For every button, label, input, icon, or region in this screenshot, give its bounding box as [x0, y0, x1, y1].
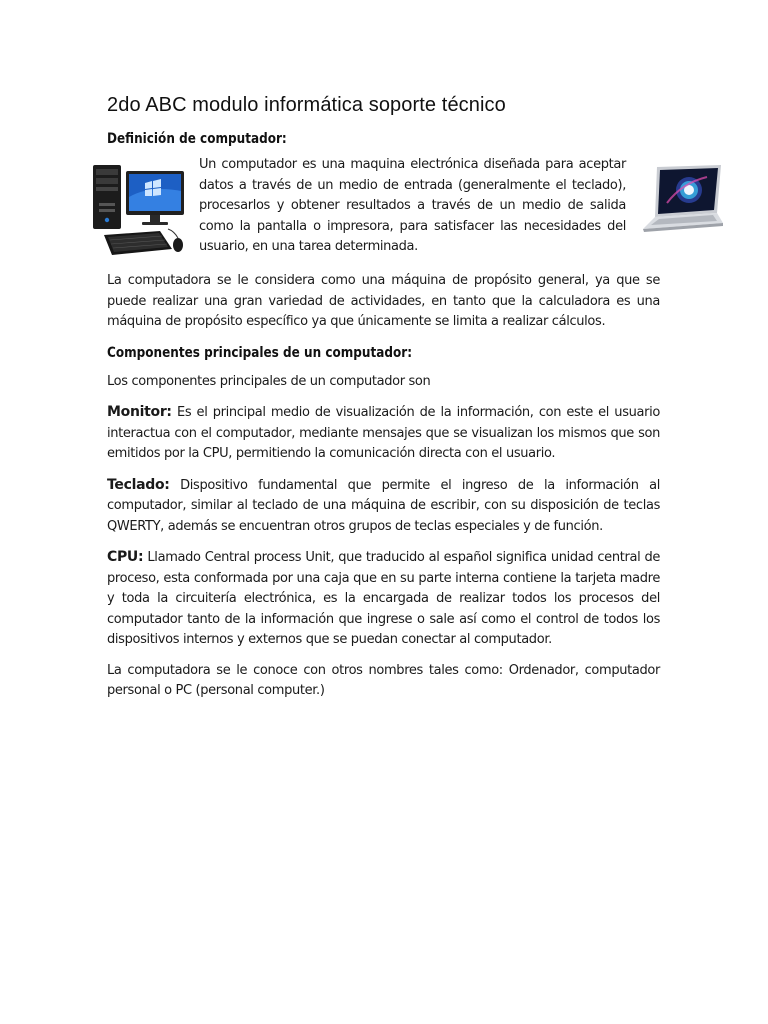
definition-cpu: Llamado Central process Unit, que traducido al español significa unidad central de proceso, esta conformada por una caja que en su parte interna contiene la tarjeta madre y toda la circuitería electrónica, es la encargada de realizar todos los procesos del computador tanto de la información que ingrese o sale así como el control de todos los dispositivos internos y externos que se puedan conectar al computador.	[107, 550, 660, 647]
term-cpu: CPU:	[107, 549, 144, 565]
intro-row	[107, 155, 660, 263]
term-teclado: Teclado:	[107, 476, 170, 493]
laptop-icon	[637, 163, 725, 243]
closing-paragraph: La computadora se le conoce con otros nombres tales como: Ordenador, computador personal o PC (personal computer.)	[107, 662, 660, 698]
components-intro: Los componentes principales de un computador son	[107, 373, 431, 389]
desktop-computer-icon	[90, 157, 187, 261]
intro-paragraph: Un computador es una maquina electrónica diseñada para aceptar datos a través de un medio de entrada (generalmente el teclado), procesarlos y obtener resultados a través de un medio de salida como la pantalla o impresora, para satisfacer las necesidades del usuario, en una tarea determinada.	[199, 157, 626, 254]
definition-teclado: Dispositivo fundamental que permite el ingreso de la información al computador, similar al teclado de una máquina de escribir, con su disposición de teclas QWERTY, además se encuentran otros grupos de teclas especiales y de función.	[107, 477, 660, 534]
paragraph-general-purpose: La computadora se le considera como una máquina de propósito general, ya que se puede realizar una gran variedad de actividades, en tanto que la calculadora es una máquina de propósito específico ya que únicamente se limita a realizar cálculos.	[107, 273, 660, 329]
component-teclado	[107, 475, 660, 538]
document-title: 2do ABC modulo informática soporte técnico	[107, 94, 506, 116]
component-cpu	[107, 547, 660, 651]
document-content	[107, 94, 660, 702]
component-monitor	[107, 402, 660, 465]
definition-monitor: Es el principal medio de visualización de la información, con este el usuario interactua con el computador, mediante mensajes que se visualizan los mismos que son emitidos por la CPU, permitiendo la comunicación directa con el usuario.	[107, 405, 660, 461]
section-heading-definition: Definición de computador:	[107, 131, 287, 147]
section-heading-components: Componentes principales de un computador:	[107, 344, 413, 361]
term-monitor: Monitor:	[107, 404, 172, 420]
